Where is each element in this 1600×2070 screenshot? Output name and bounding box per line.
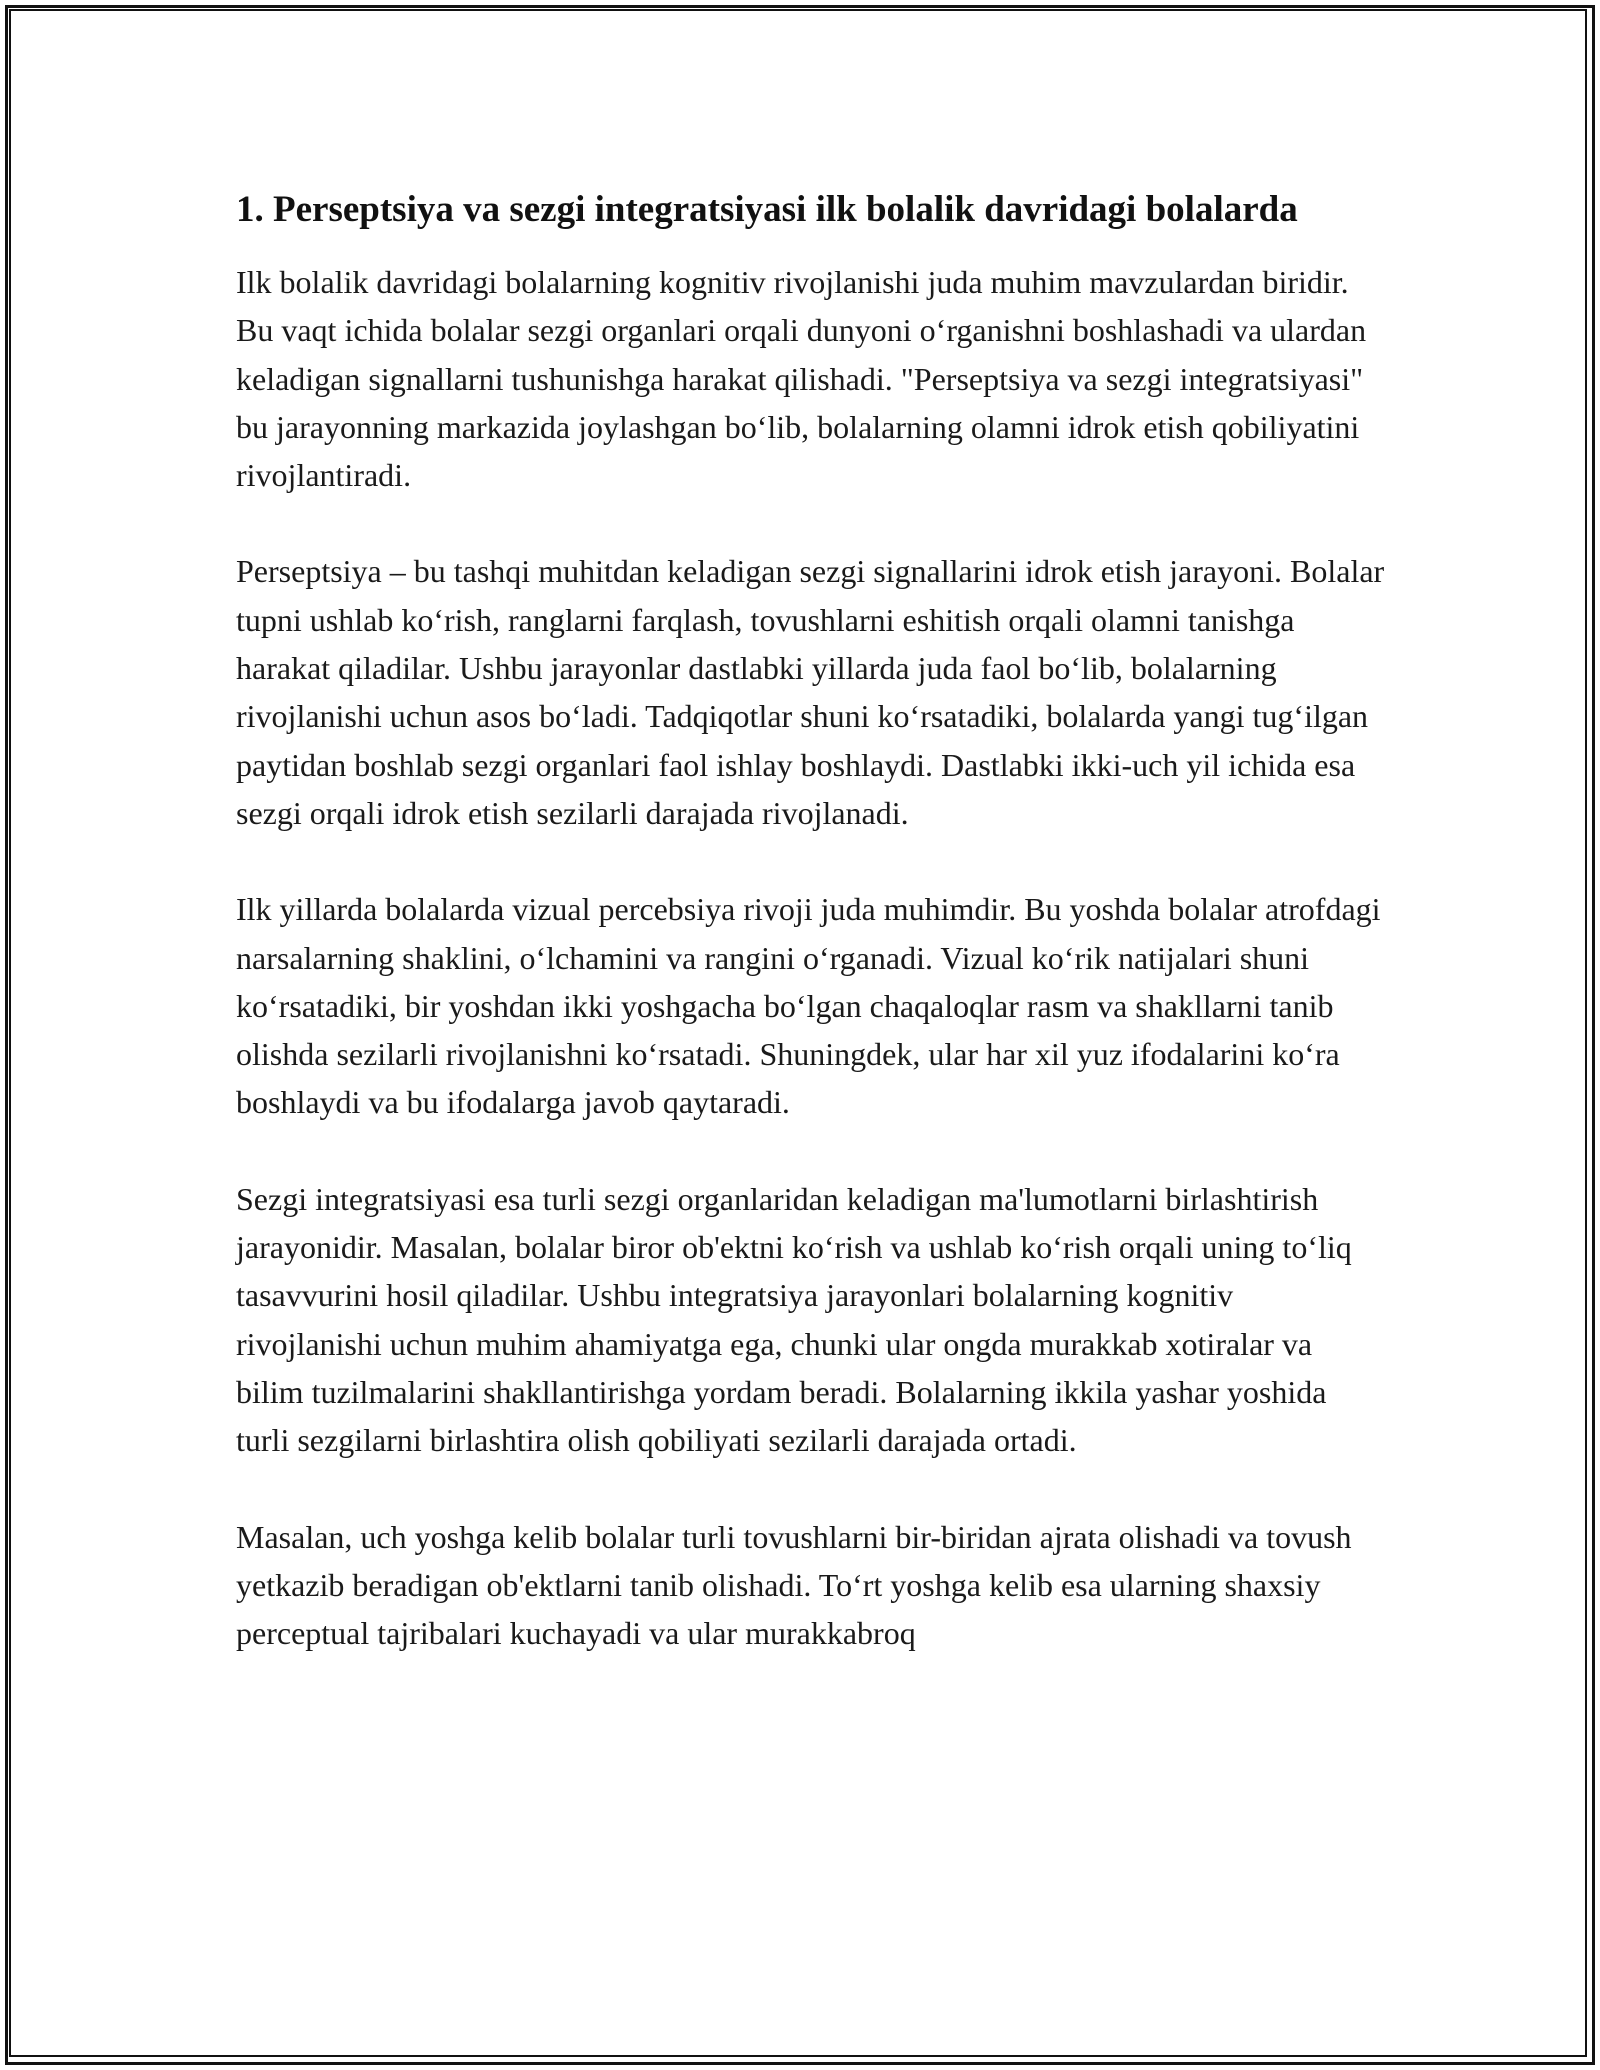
paragraph-perception: Perseptsiya – bu tashqi muhitdan keladigan sezgi signallarini idrok etish jarayoni. Bolalar tupni ushlab ko‘rish, ranglarni farqlash, tovushlarni eshitish orqali olamni tanishga harakat qiladilar. Ushbu jarayonlar dastlabki yillarda juda faol bo‘lib, bolalarning rivojlanishi uchun asos bo‘ladi. Tadqiqotlar shuni ko‘rsatadiki, bolalarda yangi tug‘ilgan paytidan boshlab sezgi organlari faol ishlay boshlaydi. Dastlabki ikki-uch yil ichida esa sezgi orqali idrok etish sezilarli darajada rivojlanadi. [236, 553, 1385, 831]
paragraph-examples: Masalan, uch yoshga kelib bolalar turli tovushlarni bir-biridan ajrata olishadi va tovush yetkazib beradigan ob'ektlarni tanib olishadi. To‘rt yoshga kelib esa ularning shaxsiy perceptual tajribalari kuchayadi va ular murakkabroq [236, 1518, 1352, 1652]
paragraph-visual-perception: Ilk yillarda bolalarda vizual percebsiya rivoji juda muhimdir. Bu yoshda bolalar atrofdagi narsalarning shaklini, o‘lchamini va rangini o‘rganadi. Vizual ko‘rik natijalari shuni ko‘rsatadiki, bir yoshdan ikki yoshgacha bo‘lgan chaqaloqlar rasm va shakllarni tanib olishda sezilarli rivojlanishni ko‘rsatadi. Shuningdek, ular har xil yuz ifodalarini ko‘ra boshlaydi va bu ifodalarga javob qaytaradi. [236, 891, 1381, 1121]
section-heading: 1. Perseptsiya va sezgi integratsiyasi ilk bolalik davridagi bolalarda [236, 189, 1298, 230]
paragraph-intro: Ilk bolalik davridagi bolalarning kognitiv rivojlanishi juda muhim mavzulardan biridir. Bu vaqt ichida bolalar sezgi organlari orqali dunyoni o‘rganishni boshlashadi va ulardan keladigan signallarni tushunishga harakat qilishadi. "Perseptsiya va sezgi integratsiyasi" bu jarayonning markazida joylashgan bo‘lib, bolalarning olamni idrok etish qobiliyatini rivojlantiradi. [236, 264, 1367, 494]
document-body [236, 186, 1386, 1705]
paragraph-sensory-integration: Sezgi integratsiyasi esa turli sezgi organlaridan keladigan ma'lumotlarni birlashtirish jarayonidir. Masalan, bolalar biror ob'ektni ko‘rish va ushlab ko‘rish orqali uning to‘liq tasavvurini hosil qiladilar. Ushbu integratsiya jarayonlari bolalarning kognitiv rivojlanishi uchun muhim ahamiyatga ega, chunki ular ongda murakkab xotiralar va bilim tuzilmalarini shakllantirishga yordam beradi. Bolalarning ikkila yashar yoshida turli sezgilarni birlashtira olish qobiliyati sezilarli darajada ortadi. [236, 1180, 1352, 1459]
